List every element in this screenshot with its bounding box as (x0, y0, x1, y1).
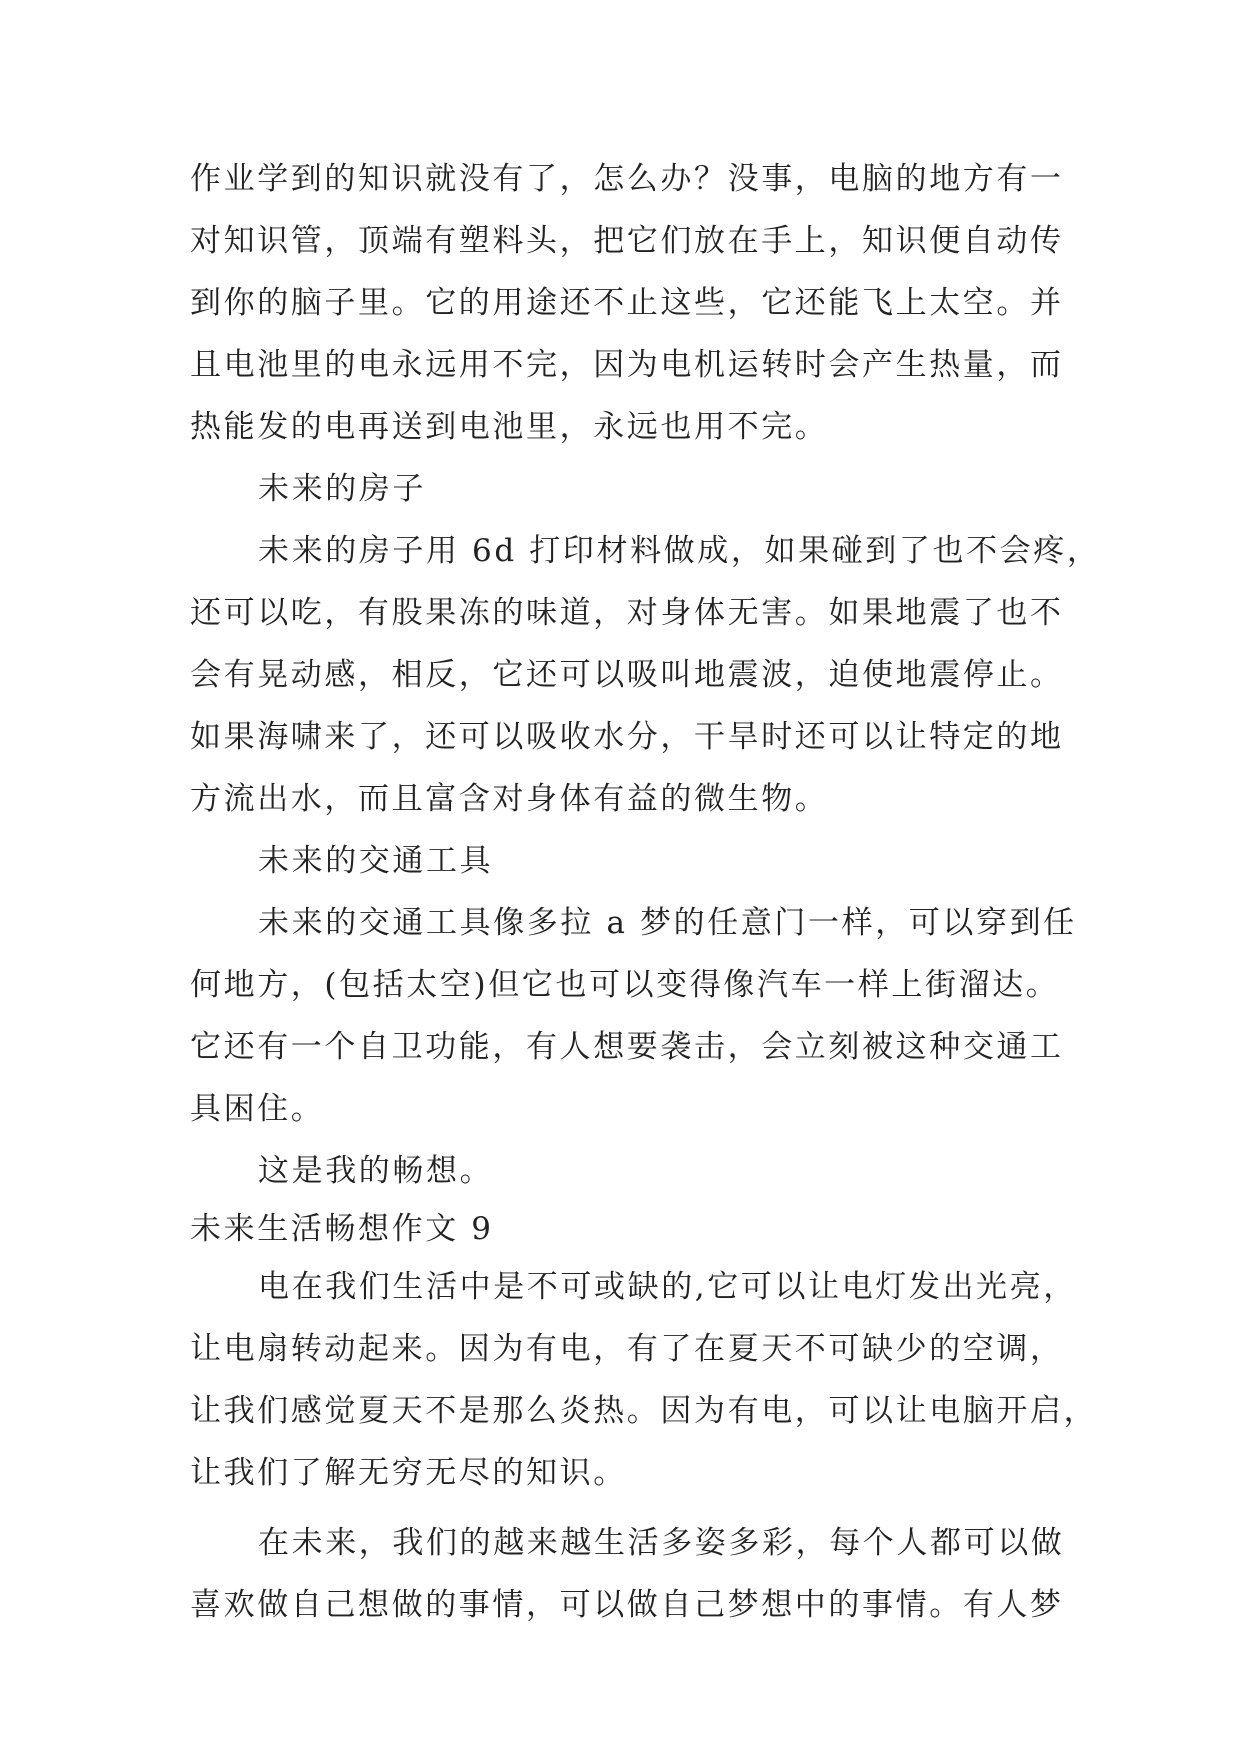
text-line: 且电池里的电永远用不完，因为电机运转时会产生热量，而 (190, 347, 1064, 383)
text-line: 如果海啸来了，还可以吸收水分，干旱时还可以让特定的地 (190, 719, 1064, 755)
text-line: 让电扇转动起来。因为有电，有了在夏天不可缺少的空调， (190, 1331, 1064, 1367)
text-line: 方流出水，而且富含对身体有益的微生物。 (190, 781, 829, 817)
text-line: 热能发的电再送到电池里，永远也用不完。 (190, 409, 829, 445)
text-line: 让我们了解无穷无尽的知识。 (190, 1455, 627, 1491)
essay-title: 未来生活畅想作文 9 (190, 1211, 494, 1247)
text-line: 它还有一个自卫功能，有人想要袭击，会立刻被这种交通工 (190, 1029, 1064, 1065)
text-line: 会有晃动感，相反，它还可以吸叫地震波，迫使地震停止。 (190, 657, 1064, 693)
text-line: 喜欢做自己想做的事情，可以做自己梦想中的事情。有人梦 (190, 1587, 1064, 1623)
text-line: 作业学到的知识就没有了，怎么办？没事，电脑的地方有一 (190, 161, 1064, 197)
text-line: 让我们感觉夏天不是那么炎热。因为有电，可以让电脑开启， (190, 1393, 1098, 1429)
text-line: 还可以吃，有股果冻的味道，对身体无害。如果地震了也不 (190, 595, 1064, 631)
text-line: 到你的脑子里。它的用途还不止这些，它还能飞上太空。并 (190, 285, 1064, 321)
text-line: 对知识管，顶端有塑料头，把它们放在手上，知识便自动传 (190, 223, 1064, 259)
text-line: 未来的房子用 6d 打印材料做成，如果碰到了也不会疼， (258, 533, 1101, 569)
section-title-transport: 未来的交通工具 (258, 843, 494, 879)
text-line: 未来的交通工具像多拉 a 梦的任意门一样，可以穿到任 (258, 905, 1077, 941)
closing-line: 这是我的畅想。 (258, 1153, 494, 1189)
paragraph-gap (190, 1504, 1062, 1512)
text-line: 在未来，我们的越来越生活多姿多彩，每个人都可以做 (258, 1525, 1065, 1561)
text-line: 电在我们生活中是不可或缺的,它可以让电灯发出光亮， (258, 1269, 1077, 1305)
section-title-house: 未来的房子 (258, 471, 426, 507)
text-line: 具困住。 (190, 1091, 325, 1127)
document-body (190, 148, 1101, 1636)
text-line: 何地方，(包括太空)但它也可以变得像汽车一样上街溜达。 (190, 967, 1060, 1003)
